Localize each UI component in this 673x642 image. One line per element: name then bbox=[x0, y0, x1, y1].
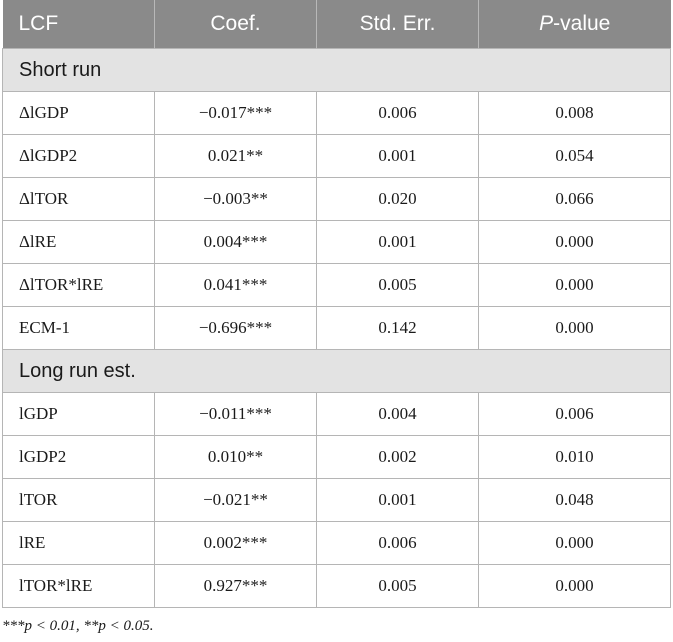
table-row bbox=[3, 436, 671, 479]
cell-coef: 0.004*** bbox=[155, 221, 317, 264]
cell-std-err: 0.004 bbox=[317, 393, 479, 436]
section-row bbox=[3, 350, 671, 393]
cell-p-value: 0.000 bbox=[479, 565, 671, 608]
regression-table bbox=[2, 0, 671, 608]
cell-p-value: 0.054 bbox=[479, 135, 671, 178]
header-lcf: LCF bbox=[3, 0, 155, 49]
table-row bbox=[3, 221, 671, 264]
cell-std-err: 0.020 bbox=[317, 178, 479, 221]
cell-p-value: 0.066 bbox=[479, 178, 671, 221]
cell-variable: ΔlTOR bbox=[3, 178, 155, 221]
cell-coef: 0.002*** bbox=[155, 522, 317, 565]
cell-p-value: 0.000 bbox=[479, 522, 671, 565]
table-row bbox=[3, 307, 671, 350]
cell-coef: −0.003** bbox=[155, 178, 317, 221]
cell-p-value: 0.010 bbox=[479, 436, 671, 479]
cell-std-err: 0.006 bbox=[317, 522, 479, 565]
table-row bbox=[3, 178, 671, 221]
cell-variable: lTOR*lRE bbox=[3, 565, 155, 608]
cell-variable: lRE bbox=[3, 522, 155, 565]
cell-variable: lGDP2 bbox=[3, 436, 155, 479]
header-p-letter: P bbox=[539, 12, 554, 35]
table-row bbox=[3, 522, 671, 565]
cell-coef: 0.021** bbox=[155, 135, 317, 178]
cell-p-value: 0.048 bbox=[479, 479, 671, 522]
header-p-value bbox=[479, 0, 671, 49]
cell-std-err: 0.142 bbox=[317, 307, 479, 350]
header-p-suffix: -value bbox=[553, 12, 611, 35]
cell-coef: 0.010** bbox=[155, 436, 317, 479]
table-row bbox=[3, 135, 671, 178]
cell-variable: ΔlGDP2 bbox=[3, 135, 155, 178]
cell-std-err: 0.005 bbox=[317, 565, 479, 608]
cell-p-value: 0.000 bbox=[479, 307, 671, 350]
table-row bbox=[3, 92, 671, 135]
header-coef: Coef. bbox=[155, 0, 317, 49]
cell-coef: −0.696*** bbox=[155, 307, 317, 350]
table-row bbox=[3, 479, 671, 522]
cell-p-value: 0.000 bbox=[479, 221, 671, 264]
cell-variable: lGDP bbox=[3, 393, 155, 436]
cell-coef: 0.041*** bbox=[155, 264, 317, 307]
cell-p-value: 0.008 bbox=[479, 92, 671, 135]
header-row bbox=[3, 0, 671, 49]
cell-variable: ΔlTOR*lRE bbox=[3, 264, 155, 307]
cell-std-err: 0.002 bbox=[317, 436, 479, 479]
cell-p-value: 0.006 bbox=[479, 393, 671, 436]
cell-variable: ΔlGDP bbox=[3, 92, 155, 135]
table-footnote: ***p < 0.01, **p < 0.05. bbox=[2, 618, 154, 634]
section-title: Short run bbox=[3, 49, 671, 92]
section-row bbox=[3, 49, 671, 92]
cell-std-err: 0.001 bbox=[317, 479, 479, 522]
cell-p-value: 0.000 bbox=[479, 264, 671, 307]
cell-variable: ECM-1 bbox=[3, 307, 155, 350]
cell-std-err: 0.006 bbox=[317, 92, 479, 135]
cell-variable: lTOR bbox=[3, 479, 155, 522]
cell-coef: −0.021** bbox=[155, 479, 317, 522]
table-row bbox=[3, 393, 671, 436]
header-std-err: Std. Err. bbox=[317, 0, 479, 49]
cell-std-err: 0.001 bbox=[317, 135, 479, 178]
section-title: Long run est. bbox=[3, 350, 671, 393]
cell-coef: −0.011*** bbox=[155, 393, 317, 436]
table-row bbox=[3, 264, 671, 307]
cell-std-err: 0.001 bbox=[317, 221, 479, 264]
table-row bbox=[3, 565, 671, 608]
cell-coef: 0.927*** bbox=[155, 565, 317, 608]
cell-coef: −0.017*** bbox=[155, 92, 317, 135]
cell-std-err: 0.005 bbox=[317, 264, 479, 307]
cell-variable: ΔlRE bbox=[3, 221, 155, 264]
